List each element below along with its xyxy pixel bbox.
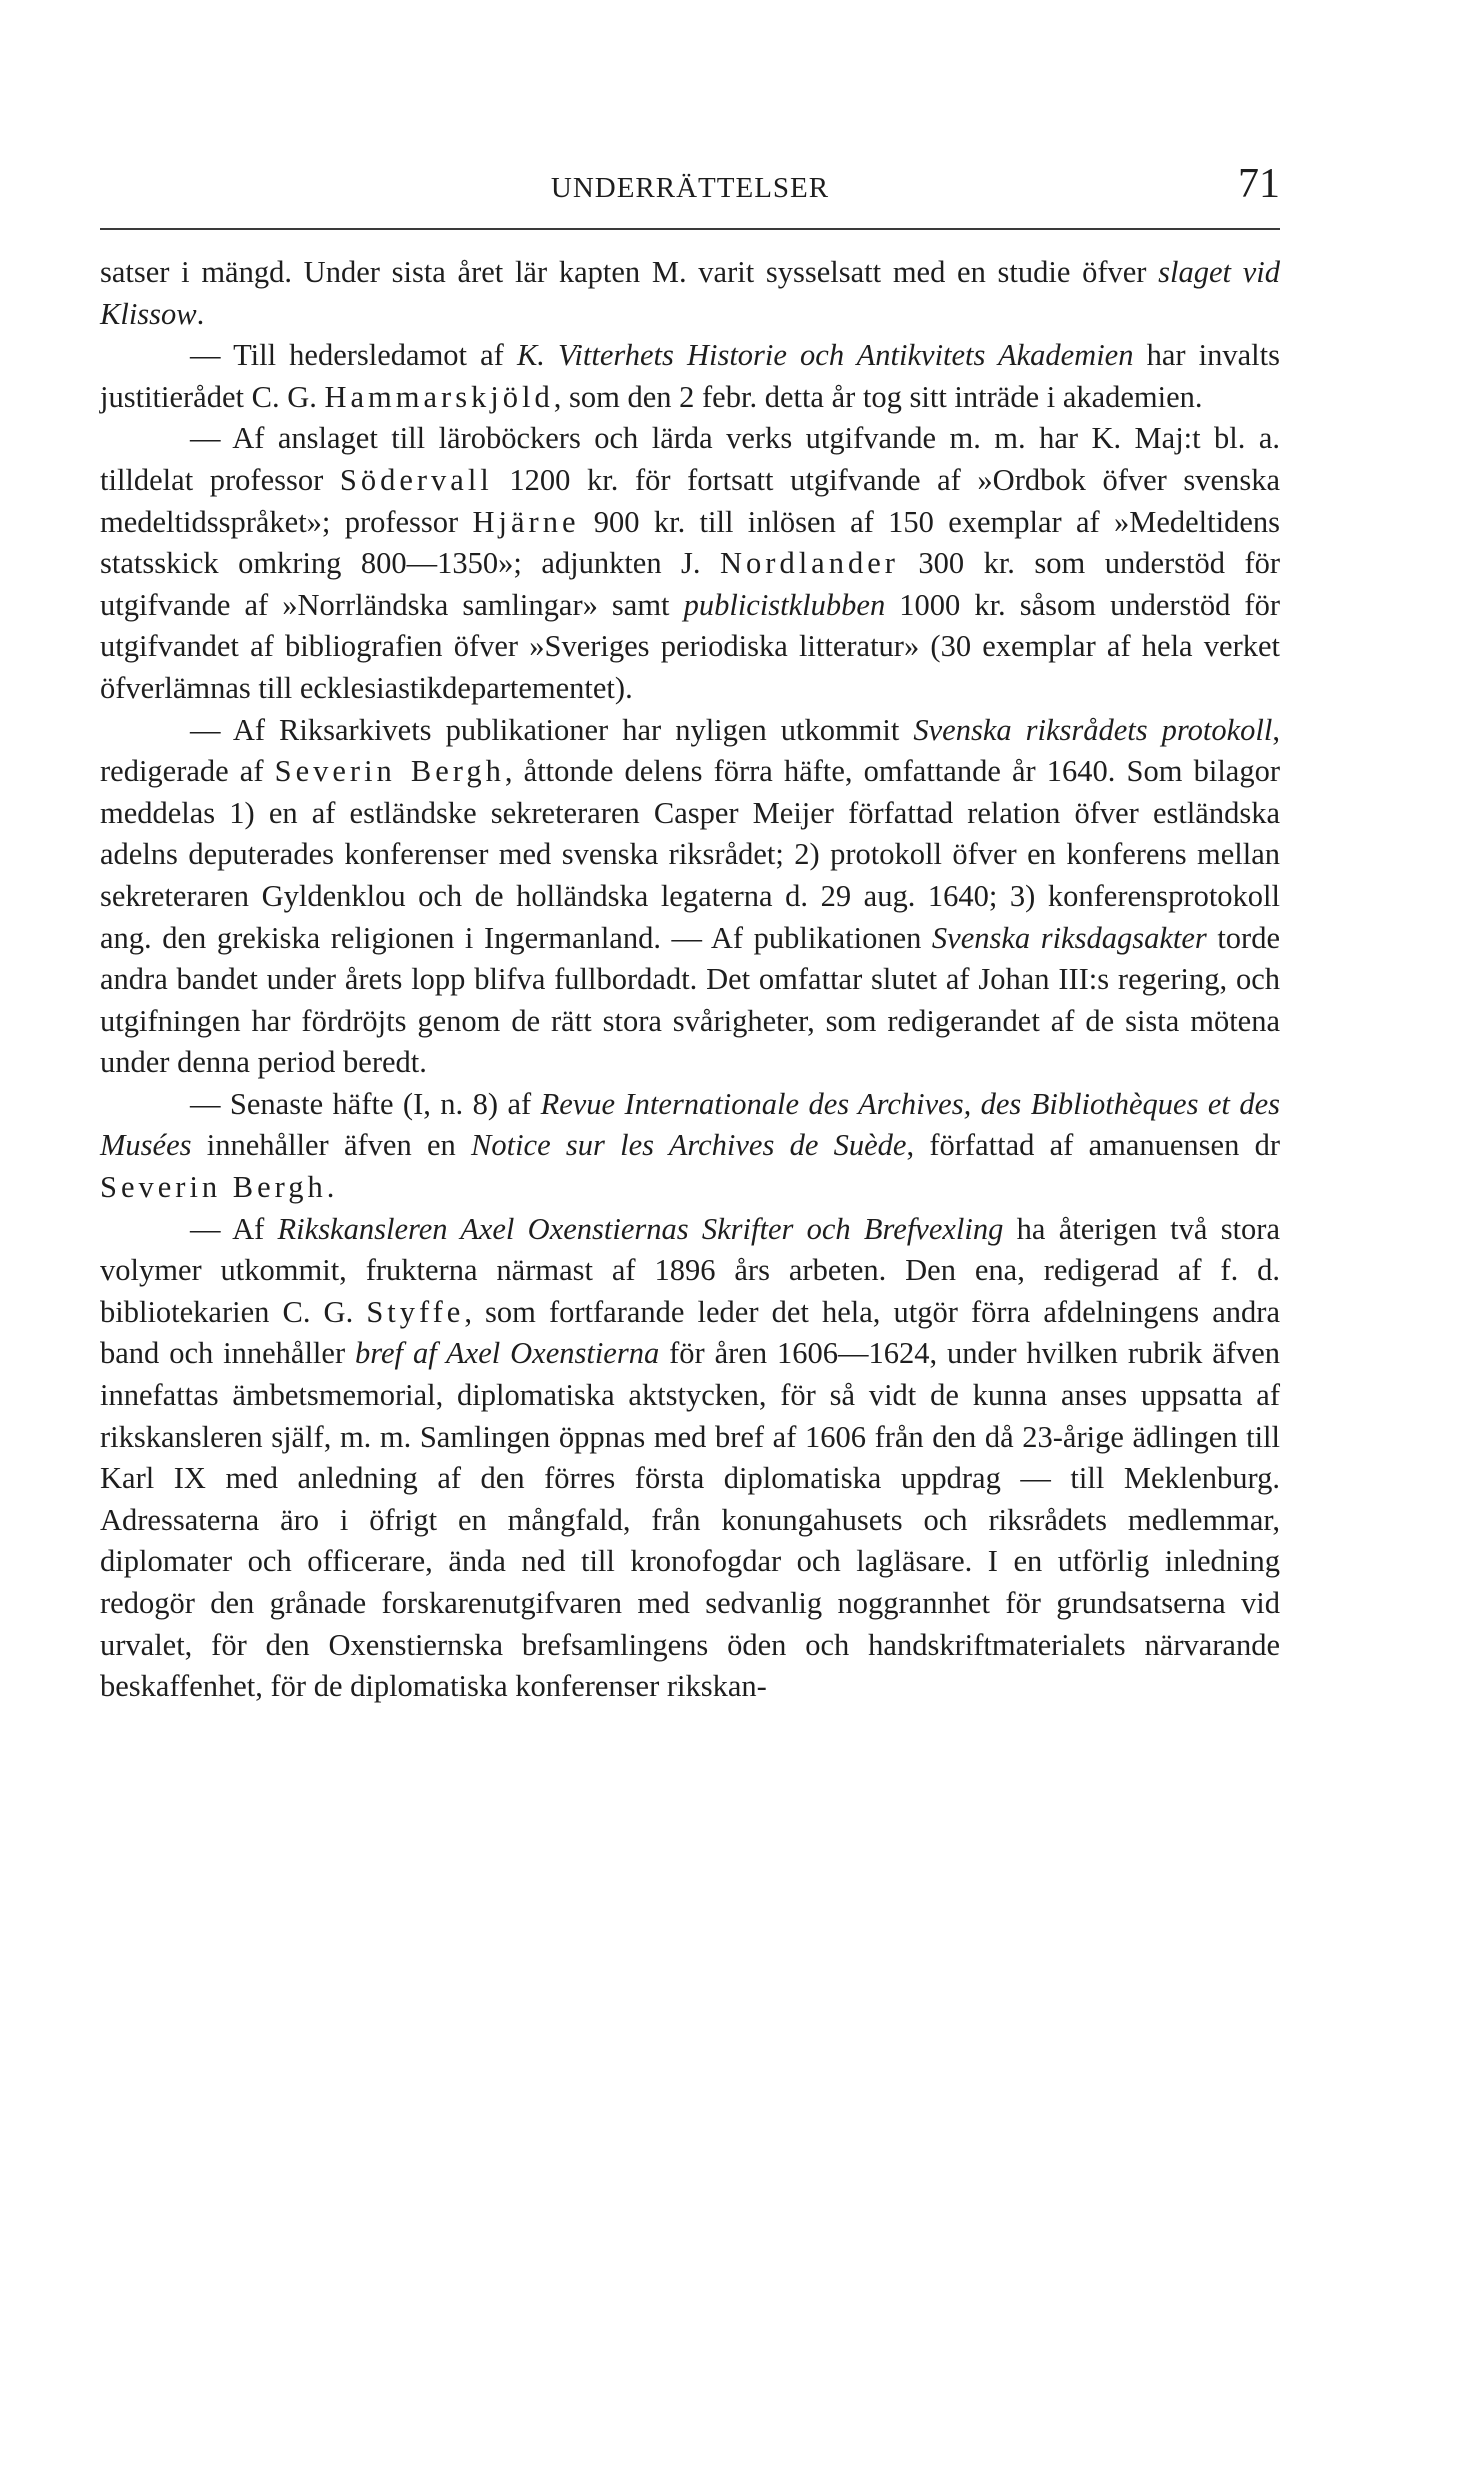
- paragraph-text: har invalts justitierådet C. G.: [100, 338, 1280, 414]
- paragraph-text: — Af Riksarkivets publikationer har nyligen utkommit: [190, 712, 914, 747]
- paragraph: [100, 1084, 1280, 1209]
- italic-title-text: slaget vid Klissow: [100, 255, 1280, 331]
- spaced-name-text: Hjärne: [472, 504, 580, 539]
- running-head: [100, 160, 1280, 220]
- running-title: UNDERRÄTTELSER: [550, 172, 830, 204]
- paragraph-text: 900 kr. till inlösen af 150 exemplar af »Medeltidens statsskick omkring 800—1350»; adjunkten J.: [100, 504, 1281, 581]
- paragraph-text: .: [326, 1170, 335, 1205]
- paragraph-text: satser i mängd. Under sista året lär kapten M. varit sysselsatt med en studie öfver: [100, 255, 1159, 289]
- italic-title-text: bref af Axel Oxenstierna: [355, 1336, 660, 1371]
- paragraph-text: , som fortfarande leder det hela, utgör förra afdelningens andra band och innehåller: [100, 1294, 1280, 1371]
- page-number: 71: [1238, 161, 1280, 207]
- spaced-name-text: Severin Bergh: [100, 1170, 327, 1205]
- italic-title-text: Revue Internationale des Archives, des Bibliothèques et des Musées: [100, 1086, 1280, 1163]
- spaced-name-text: Nordlander: [720, 546, 899, 581]
- spaced-name-text: Styffe: [366, 1294, 465, 1329]
- italic-title-text: K. Vitterhets Historie och Antikvitets Akademien: [516, 338, 1134, 373]
- spaced-name-text: Hammarskjöld: [324, 379, 554, 414]
- paragraph-text: 1200 kr. för fortsatt utgifvande af »Ordbok öfver svenska medeltidsspråket»; professor: [100, 462, 1280, 539]
- paragraph: [100, 710, 1280, 1084]
- italic-title-text: Svenska riksrådets protokoll: [913, 712, 1273, 747]
- paragraph-text: — Senaste häfte (I, n. 8) af: [190, 1086, 541, 1121]
- paragraph-text: , redigerade af: [100, 712, 1280, 789]
- paragraph-text: .: [196, 296, 205, 331]
- paragraph: [100, 418, 1280, 709]
- header-rule: [100, 228, 1280, 230]
- paragraph-text: , författad af amanuensen dr: [906, 1128, 1280, 1163]
- paragraph-text: — Af: [190, 1211, 278, 1246]
- body-text: [100, 252, 1280, 1708]
- italic-title-text: publicistklubben: [683, 587, 886, 622]
- paragraph: [100, 335, 1280, 418]
- paragraph-text: torde andra bandet under årets lopp blifva fullbordadt. Det omfattar slutet af Johan III:s regering, och utgifningen har fördröjts genom de rätt stora svårigheter, som redigerandet af de sista mötena under denna period beredt.: [100, 920, 1280, 1080]
- paragraph-text: för åren 1606—1624, under hvilken rubrik äfven innefattas ämbetsmemorial, diplomatiska aktstycken, för så vidt de kunna anses uppsatta af rikskansleren själf, m. m. Samlingen öppnas med bref af 1606 från den då 23-årige ädlingen till Karl IX med anledning af den förres första diplomatiska uppdrag — till Meklenburg. Adressaterna äro i öfrigt en mångfald, från konungahusets och riksrådets medlemmar, diplomater och officerare, ända ned till kronofogdar och lagläsare. I en utförlig inledning redogör den grånade forskarenutgifvaren med sedvanlig noggrannhet för grundsatserna vid urvalet, för den Oxenstiernska brefsamlingens öden och handskriftmaterialets närvarande beskaffenhet, för de diplomatiska konferenser rikskan-: [100, 1336, 1281, 1704]
- italic-title-text: Svenska riksdagsakter: [931, 920, 1207, 955]
- paragraph-text: — Af anslaget till läroböckers och lärda verks utgifvande m. m. har K. Maj:t bl. a. tilldelat professor: [100, 421, 1280, 497]
- paragraph-text: , åttonde delens förra häfte, omfattande år 1640. Som bilagor meddelas 1) en af estländske sekreteraren Casper Meijer författad relation öfver estländska adelns deputerades konferenser med svenska riksrådet; 2) protokoll öfver en konferens mellan sekreteraren Gyldenklou och de holländska legaterna d. 29 aug. 1640; 3) konferensprotokoll ang. den grekiska religionen i Ingermanland. — Af publikationen: [100, 754, 1280, 955]
- spaced-name-text: Södervall: [339, 462, 493, 497]
- paragraph: [100, 252, 1280, 335]
- paragraph-text: , som den 2 febr. detta år tog sitt inträde i akademien.: [553, 379, 1203, 414]
- paragraph-text: innehåller äfven en: [191, 1128, 472, 1163]
- paragraph-text: — Till hedersledamot af: [190, 338, 517, 373]
- italic-title-text: Rikskansleren Axel Oxenstiernas Skrifter och Brefvexling: [277, 1211, 1004, 1246]
- italic-title-text: Notice sur les Archives de Suède: [471, 1128, 907, 1163]
- paragraph-text: ha återigen två stora volymer utkommit, frukterna närmast af 1896 års arbeten. Den ena, redigerad af f. d. bibliotekarien C. G.: [100, 1211, 1280, 1329]
- paragraph: [100, 1209, 1280, 1708]
- paragraph-text: 1000 kr. såsom understöd för utgifvandet af bibliografien öfver »Sveriges periodiska litteratur» (30 exemplar af hela verket öfverlämnas till ecklesiastikdepartementet).: [100, 587, 1280, 705]
- paragraph-text: 300 kr. som understöd för utgifvande af »Norrländska samlingar» samt: [100, 546, 1281, 622]
- spaced-name-text: Severin Bergh: [274, 754, 505, 789]
